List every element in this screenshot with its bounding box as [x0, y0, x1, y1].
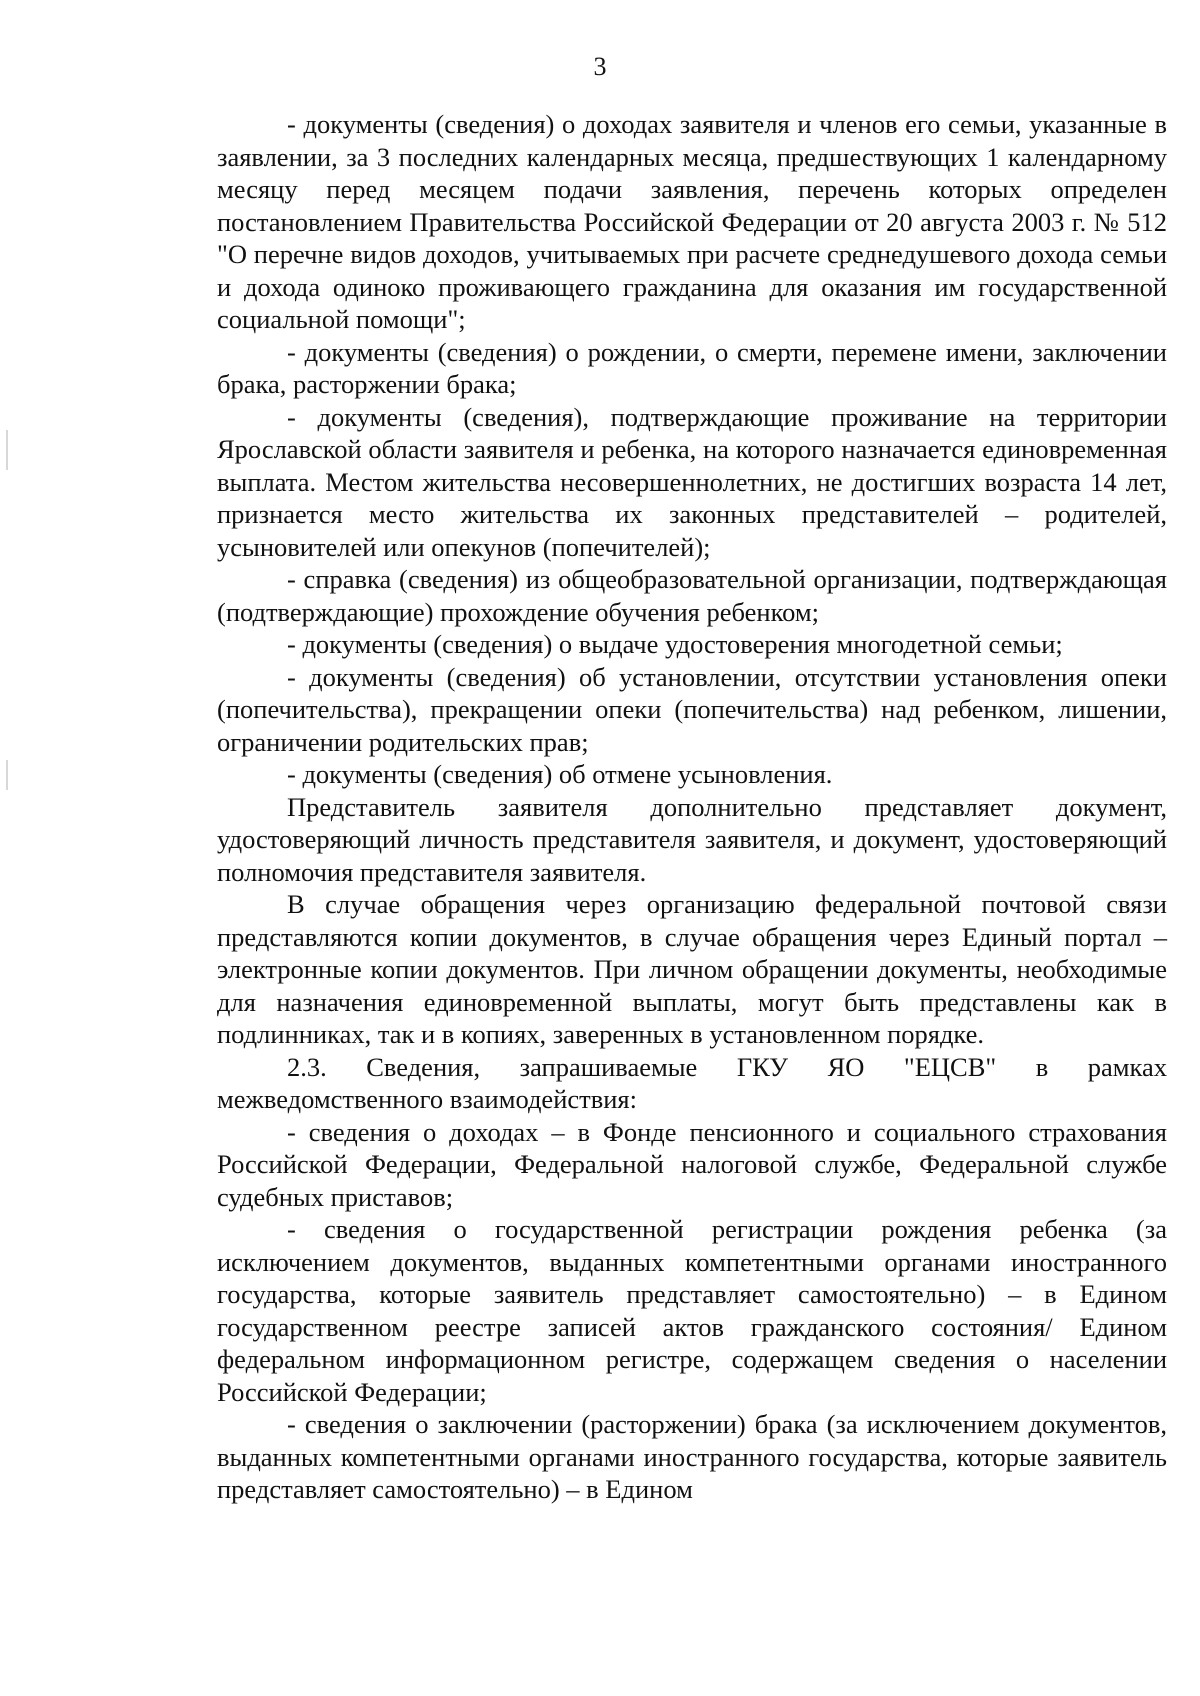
paragraph-income-info: - сведения о доходах – в Фонде пенсионного и социального страхования Российской Федерации, Федеральной налоговой службе, Федеральной службе судебных приставов;	[217, 1116, 1167, 1212]
paragraph-civil-status-documents: - документы (сведения) о рождении, о смерти, перемене имени, заключении брака, расторжении брака;	[217, 336, 1167, 399]
paragraph-section-2-3: 2.3. Сведения, запрашиваемые ГКУ ЯО "ЕЦСВ" в рамках межведомственного взаимодействия:	[217, 1051, 1167, 1114]
paragraph-school-certificate: - справка (сведения) из общеобразовательной организации, подтверждающая (подтверждающие) прохождение обучения ребенком;	[217, 564, 1167, 627]
paragraph-birth-registration: - сведения о государственной регистрации рождения ребенка (за исключением документов, выданных компетентными органами иностранного государства, которые заявитель представляет самостоятельно) – в Едином государственном реестре записей актов гражданского состояния/ Едином федеральном информационном регистре, содержащем сведения о населении Российской Федерации;	[217, 1214, 1167, 1407]
paragraph-large-family-certificate: - документы (сведения) о выдаче удостоверения многодетной семьи;	[287, 629, 1063, 659]
scan-artifact	[6, 760, 8, 790]
paragraph-residence-documents: - документы (сведения), подтверждающие проживание на территории Ярославской области заявителя и ребенка, на которого назначается единовременная выплата. Местом жительства несовершеннолетних, не достигших возраста 14 лет, признается место жительства их законных представителей – родителей, усыновителей или опекунов (попечителей);	[217, 401, 1167, 562]
paragraph-marriage-info: - сведения о заключении (расторжении) брака (за исключением документов, выданных компетентными органами иностранного государства, которые заявитель представляет самостоятельно) – в Едином	[217, 1409, 1167, 1504]
paragraph-adoption-cancellation: - документы (сведения) об отмене усыновления.	[287, 759, 833, 789]
document-body	[217, 108, 1167, 1506]
paragraph-submission-methods: В случае обращения через организацию федеральной почтовой связи представляются копии документов, в случае обращения через Единый портал – электронные копии документов. При личном обращении документы, необходимые для назначения единовременной выплаты, могут быть представлены как в подлинниках, так и в копиях, заверенных в установленном порядке.	[217, 889, 1167, 1049]
scan-artifact	[6, 430, 8, 470]
paragraph-guardianship-documents: - документы (сведения) об установлении, отсутствии установления опеки (попечительства), прекращении опеки (попечительства) над ребенком, лишении, ограничении родительских прав;	[217, 661, 1167, 757]
page-number: 3	[593, 52, 607, 81]
paragraph-income-documents: - документы (сведения) о доходах заявителя и членов его семьи, указанные в заявлении, за 3 последних календарных месяца, предшествующих 1 календарному месяцу перед месяцем подачи заявления, перечень которых определен постановлением Правительства Российской Федерации от 20 августа 2003 г. № 512 "О перечне видов доходов, учитываемых при расчете среднедушевого дохода семьи и дохода одиноко проживающего гражданина для оказания им государственной социальной помощи";	[217, 109, 1167, 334]
paragraph-representative: Представитель заявителя дополнительно представляет документ, удостоверяющий личность представителя заявителя, и документ, удостоверяющий полномочия представителя заявителя.	[217, 791, 1167, 887]
